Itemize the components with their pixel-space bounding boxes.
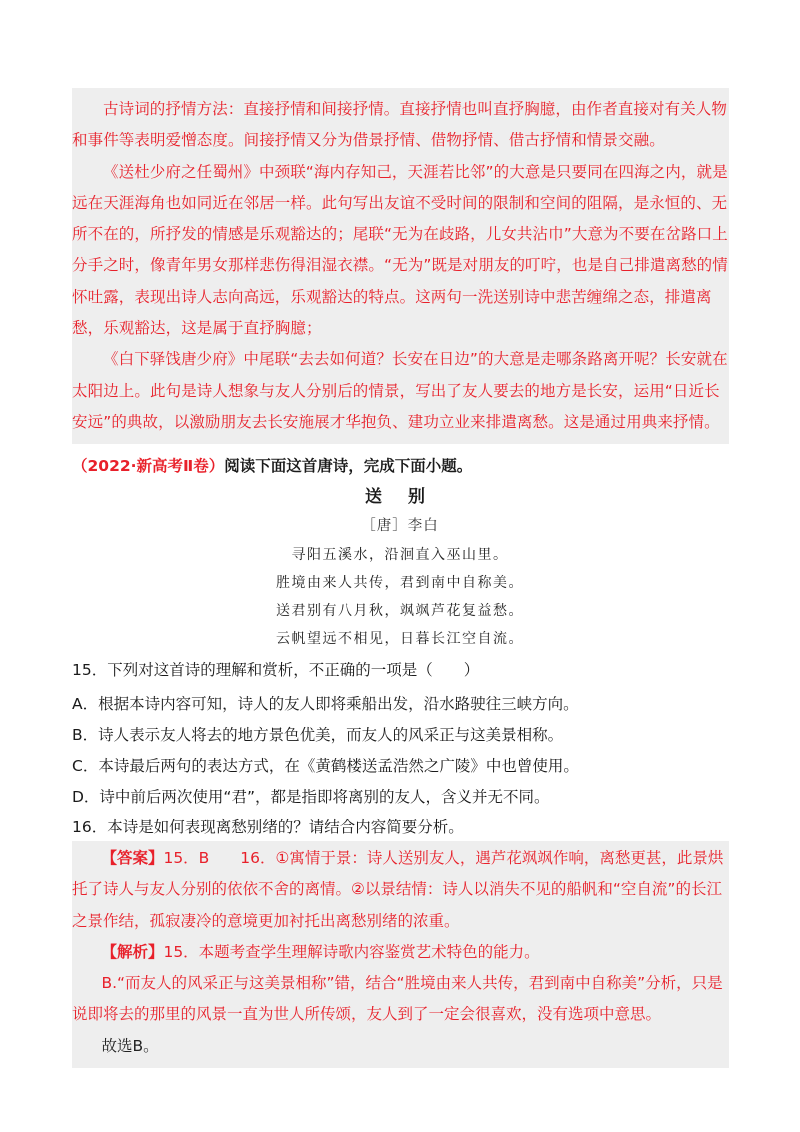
poem-title: 送 别 xyxy=(365,487,435,507)
analysis-paragraph xyxy=(72,937,729,968)
question-instruction: 阅读下面这首唐诗，完成下面小题。 xyxy=(224,457,473,475)
question-15-stem: 15．下列对这首诗的理解和赏析，不正确的一项是（ ） xyxy=(72,661,480,679)
poem-line: 寻阳五溪水，沿洄直入巫山里。 xyxy=(291,547,509,563)
analysis-paragraph-du-shaofu: 《送杜少府之任蜀州》中颈联“海内存知己，天涯若比邻”的大意是只要同在四海之内，就是远在天涯海角也如同近在邻居一样。此句写出友谊不受时间的限制和空间的阻隔，是永恒的、无所不在的，所抒发的情感是乐观豁达的；尾联“无为在歧路，儿女共沾巾”大意为不要在岔路口上分手之时，像青年男女那样悲伤得泪湿衣襟。“无为”既是对朋友的叮咛，也是自己排遣离愁的情怀吐露，表现出诗人志向高远，乐观豁达的特点。这两句一洗送别诗中悲苦缠绵之态，排遣离愁，乐观豁达，这是属于直抒胸臆； xyxy=(72,162,728,338)
poem-author: ［唐］李白 xyxy=(361,518,439,534)
conclusion: 故选B。 xyxy=(101,1036,159,1055)
option-b-explanation: B.“而友人的风采正与这美景相称”错，结合“胜境由来人共传，君到南中自称美”分析，只是说即将去的那里的风景一直为世人所传颂，友人到了一定会很喜欢，没有选项中意思。 xyxy=(72,974,723,1024)
analysis-text: 15．本题考查学生理解诗歌内容鉴赏艺术特色的能力。 xyxy=(163,942,540,961)
option-c: C．本诗最后两句的表达方式，在《黄鹤楼送孟浩然之广陵》中也曾使用。 xyxy=(72,757,579,775)
analysis-paragraph-methods: 古诗词的抒情方法：直接抒情和间接抒情。直接抒情也叫直抒胸臆，由作者直接对有关人物和事件等表明爱憎态度。间接抒情又分为借景抒情、借物抒情、借古抒情和情景交融。 xyxy=(72,100,728,150)
poem-line: 云帆望远不相见，日暮长江空自流。 xyxy=(276,631,524,647)
analysis-label: 【解析】 xyxy=(101,942,164,961)
option-a: A．根据本诗内容可知，诗人的友人即将乘船出发，沿水路驶往三峡方向。 xyxy=(72,695,579,713)
question-header xyxy=(72,453,732,479)
option-d: D．诗中前后两次使用“君”，都是指即将离别的友人，含义并无不同。 xyxy=(72,788,550,806)
question-source: （2022·新高考Ⅱ卷） xyxy=(72,457,225,475)
analysis-block xyxy=(72,88,729,444)
answer-text: 15．B 16．①寓情于景：诗人送别友人，遇芦花飒飒作响，离愁更甚，此景烘托了诗人与友人分别的依依不舍的离情。②以景结情：诗人以消失不见的船帆和“空自流”的长江之景作结，孤寂凄冷的意境更加衬托出离愁别绪的浓重。 xyxy=(72,849,724,930)
option-b: B．诗人表示友人将去的地方景色优美，而友人的风采正与这美景相称。 xyxy=(72,726,564,744)
question-16-stem: 16．本诗是如何表现离愁别绪的？请结合内容简要分析。 xyxy=(72,818,464,836)
answer-label: 【答案】 xyxy=(101,849,164,867)
poem-line: 送君别有八月秋，飒飒芦花复益愁。 xyxy=(276,603,524,619)
poem-line: 胜境由来人共传，君到南中自称美。 xyxy=(276,575,524,591)
answer-block xyxy=(72,841,729,1068)
analysis-paragraph-tang-shaofu: 《白下驿饯唐少府》中尾联“去去如何道？长安在日边”的大意是走哪条路离开呢？长安就在太阳边上。此句是诗人想象与友人分别后的情景，写出了友人要去的地方是长安，运用“日近长安远”的典故，以激励朋友去长安施展才华抱负、建功立业来排遣离愁。这是通过用典来抒情。 xyxy=(72,350,728,431)
answer-paragraph xyxy=(72,843,729,937)
